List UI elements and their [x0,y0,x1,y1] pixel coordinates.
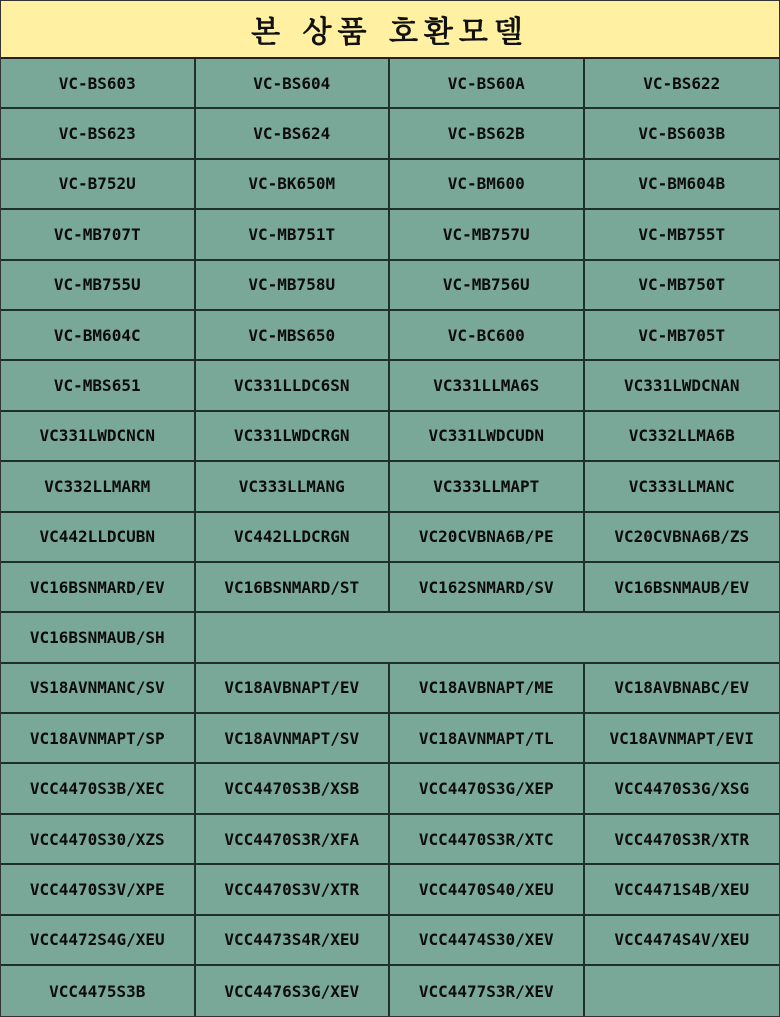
model-cell: VC-BS603 [1,59,196,107]
model-cell: VC18AVBNAPT/EV [196,664,391,712]
model-cell: VC16BSNMARD/ST [196,563,391,611]
table-row [1,109,779,159]
table-row [1,160,779,210]
model-cell: VCC4473S4R/XEU [196,916,391,964]
model-cell: VC-MB755T [638,224,726,244]
model-cell: VC20CVBNA6B/PE [390,513,585,561]
model-cell: VC16BSNMARD/EV [1,563,196,611]
model-cell: VC331LLMA6S [390,361,585,409]
model-cell: VC-MB756U [390,261,585,309]
model-cell: VC-MB750T [638,275,726,295]
model-cell: VCC4476S3G/XEV [196,966,391,1016]
table-row [1,966,779,1016]
model-cell: VCC4472S4G/XEU [1,916,196,964]
model-cell: VC333LLMANG [196,462,391,510]
table-row [1,916,779,966]
model-cell: VC18AVBNAPT/ME [390,664,585,712]
table-row [1,513,779,563]
model-cell: VC16BSNMAUB/SH [1,613,196,661]
model-cell: VC-B752U [1,160,196,208]
model-cell [196,613,780,661]
model-cell: VC-BS60A [390,59,585,107]
table-row [1,563,779,613]
model-cell: VC18AVBNABC/EV [614,678,750,698]
model-cell: VC18AVNMAPT/TL [390,714,585,762]
model-cell: VC331LLDC6SN [196,361,391,409]
model-cell: VC-BS623 [1,109,196,157]
model-cell: VCC4474S30/XEV [390,916,585,964]
model-cell: VC-MBS650 [196,311,391,359]
model-cell: VC-BS62B [390,109,585,157]
model-cell: VCC4470S3B/XEC [1,764,196,812]
model-cell: VC-MBS651 [1,361,196,409]
table-row [1,59,779,109]
model-cell: VCC4477S3R/XEV [390,966,585,1016]
model-cell: VCC4470S3R/XTC [390,815,585,863]
model-cell: VC-BS603B [638,124,726,144]
sheet-title: 본 상품 호환모델 [1,1,779,59]
model-cell [585,966,780,1016]
table-row [1,714,779,764]
table-row [1,865,779,915]
model-cell: VC-MB751T [196,210,391,258]
model-cell: VC-MB705T [638,325,726,345]
table-row [1,613,779,663]
model-cell: VC333LLMAPT [390,462,585,510]
model-cell: VC442LLDCUBN [1,513,196,561]
model-cell: VC-MB755U [1,261,196,309]
model-cell: VCC4470S40/XEU [390,865,585,913]
model-cell: VC332LLMA6B [628,426,735,446]
model-cell: VCC4471S4B/XEU [614,879,750,899]
model-cell: VCC4470S3V/XTR [196,865,391,913]
model-cell: VC-BM600 [390,160,585,208]
model-cell: VC333LLMANC [628,476,735,496]
model-cell: VC332LLMARM [1,462,196,510]
model-cell: VC442LLDCRGN [196,513,391,561]
model-cell: VS18AVNMANC/SV [1,664,196,712]
model-cell: VC331LWDCUDN [390,412,585,460]
model-cell: VCC4474S4V/XEU [614,930,750,950]
model-cell: VC-BK650M [196,160,391,208]
table-row [1,261,779,311]
table-row [1,462,779,512]
model-cell: VC-BS624 [196,109,391,157]
model-cell: VCC4470S3G/XSG [614,779,750,799]
model-cell: VC-MB757U [390,210,585,258]
table-row [1,664,779,714]
table-row [1,311,779,361]
table-row [1,412,779,462]
model-cell: VC18AVNMAPT/SV [196,714,391,762]
model-cell: VC-BM604C [1,311,196,359]
table-row [1,815,779,865]
model-cell: VCC4470S3R/XFA [196,815,391,863]
table-row [1,361,779,411]
model-cell: VCC4475S3B [1,966,196,1016]
models-table [1,59,779,1016]
model-cell: VCC4470S3R/XTR [614,829,750,849]
model-cell: VCC4470S3B/XSB [196,764,391,812]
table-row [1,764,779,814]
model-cell: VC162SNMARD/SV [390,563,585,611]
model-cell: VC-BM604B [638,174,726,194]
model-cell: VC18AVNMAPT/SP [1,714,196,762]
model-cell: VC331LWDCRGN [196,412,391,460]
model-cell: VC331LWDCNCN [1,412,196,460]
model-cell: VC331LWDCNAN [623,376,740,396]
model-cell: VC20CVBNA6B/ZS [614,527,750,547]
model-cell: VC-BS622 [643,73,721,93]
table-row [1,210,779,260]
model-cell: VCC4470S3G/XEP [390,764,585,812]
model-cell: VC18AVNMAPT/EVI [609,728,754,748]
model-cell: VC-BC600 [390,311,585,359]
model-cell: VCC4470S30/XZS [1,815,196,863]
model-cell: VC16BSNMAUB/EV [614,577,750,597]
model-cell: VC-MB758U [196,261,391,309]
model-cell: VCC4470S3V/XPE [1,865,196,913]
model-cell: VC-MB707T [1,210,196,258]
model-cell: VC-BS604 [196,59,391,107]
